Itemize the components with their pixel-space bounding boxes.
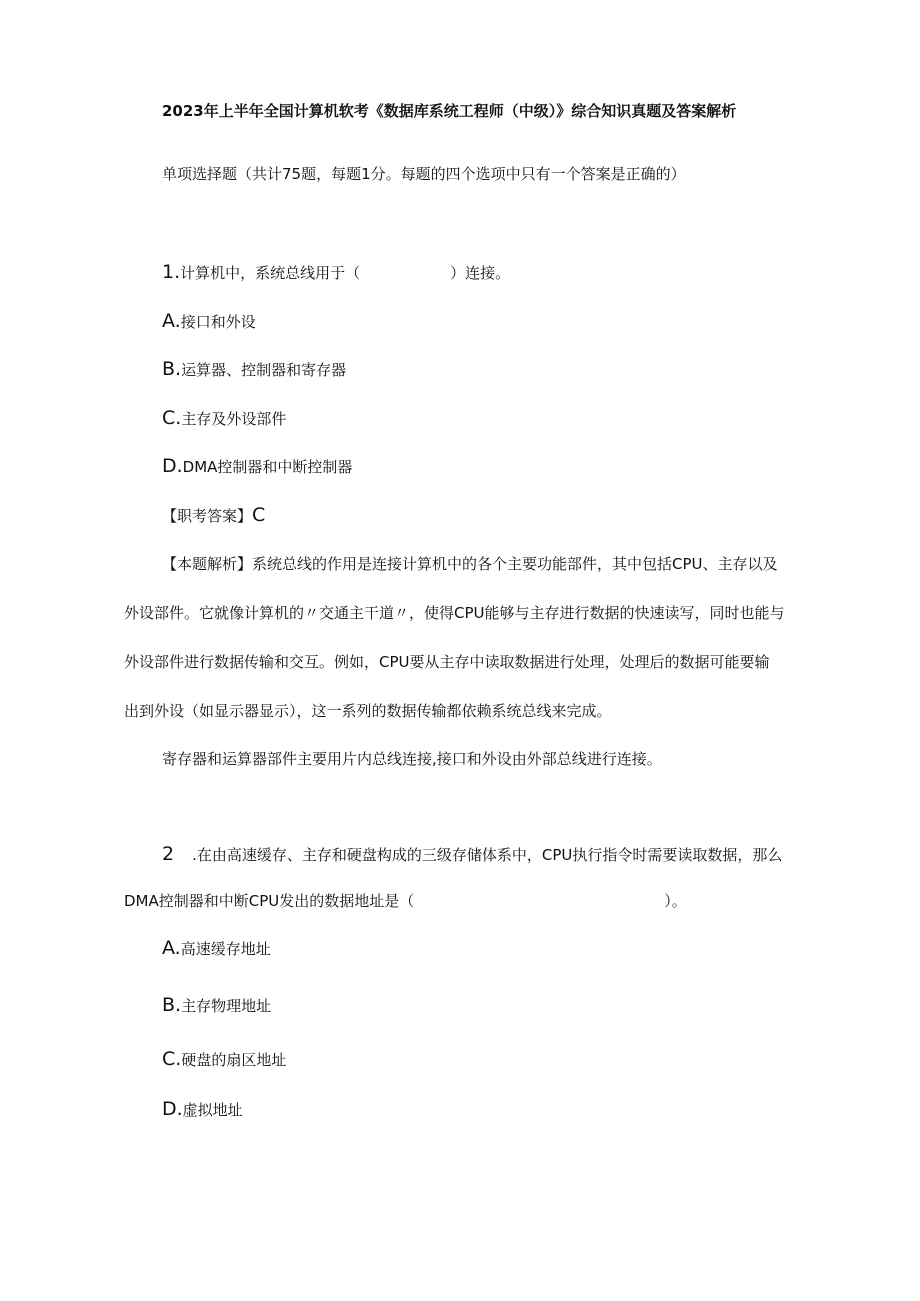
option-text: 运算器、控制器和寄存器 [181,361,347,379]
analysis-label: 【本题解析】 [162,555,253,573]
option-text: 虚拟地址 [182,1101,243,1119]
option-text: 硬盘的扇区地址 [181,1051,287,1069]
question-1-analysis-line-4: 出到外设（如显示器显示），这一系列的数据传输都依赖系统总线来完成。 [124,702,612,720]
question-2-option-a [162,938,271,959]
question-2-stem-text: .在由高速缓存、主存和硬盘构成的三级存储体系中，CPU执行指令时需要读取数据，那么 [192,846,783,864]
question-1-stem-after: ）连接。 [450,264,511,282]
option-letter: C. [162,407,182,429]
question-1-answer [162,505,265,526]
question-2-option-b [162,995,271,1016]
option-text: 主存及外设部件 [181,410,287,428]
question-1-number: 1. [162,261,181,283]
question-1-option-a [162,311,256,332]
option-letter: A. [162,937,181,959]
option-text: 主存物理地址 [181,997,272,1015]
option-text: 接口和外设 [180,313,256,331]
document-title: 2023年上半年全国计算机软考《数据库系统工程师（中级）》综合知识真题及答案解析 [162,102,737,120]
question-1-analysis-line-1 [162,554,778,574]
answer-value: C [252,504,266,526]
question-2-number: 2 [162,843,175,865]
question-1-stem [162,262,510,283]
question-1-stem-before: 计算机中，系统总线用于（ [180,264,361,282]
section-heading: 单项选择题（共计75题，每题1分。每题的四个选项中只有一个答案是正确的） [162,165,686,183]
option-letter: A. [162,310,181,332]
question-1-option-d [162,456,352,477]
question-1-analysis-line-2: 外设部件。它就像计算机的〃交通主干道〃，使得CPU能够与主存进行数据的快速读写，同时也能与 [124,604,785,622]
question-1-option-b [162,359,346,380]
option-text: DMA控制器和中断控制器 [182,458,353,476]
question-1-analysis-line-5: 寄存器和运算器部件主要用片内总线连接,接口和外设由外部总线进行连接。 [162,750,662,768]
question-2-stem-after: ）。 [664,892,687,910]
option-letter: B. [162,994,182,1016]
question-2-stem-line-2 [124,891,687,911]
question-2-stem-before: DMA控制器和中断CPU发出的数据地址是（ [124,892,415,910]
analysis-text: 系统总线的作用是连接计算机中的各个主要功能部件，其中包括CPU、主存以及 [252,555,778,573]
question-2-option-c [162,1049,286,1070]
option-letter: D. [162,455,183,477]
option-letter: C. [162,1048,182,1070]
question-1-analysis-line-3: 外设部件进行数据传输和交互。例如，CPU要从主存中读取数据进行处理，处理后的数据可能要输 [124,653,770,671]
option-letter: D. [162,1098,183,1120]
option-text: 高速缓存地址 [180,940,271,958]
question-2-option-d [162,1099,243,1120]
answer-label: 【职考答案】 [162,507,253,525]
question-2-stem-line-1 [162,844,782,865]
option-letter: B. [162,358,182,380]
question-1-option-c [162,408,286,429]
